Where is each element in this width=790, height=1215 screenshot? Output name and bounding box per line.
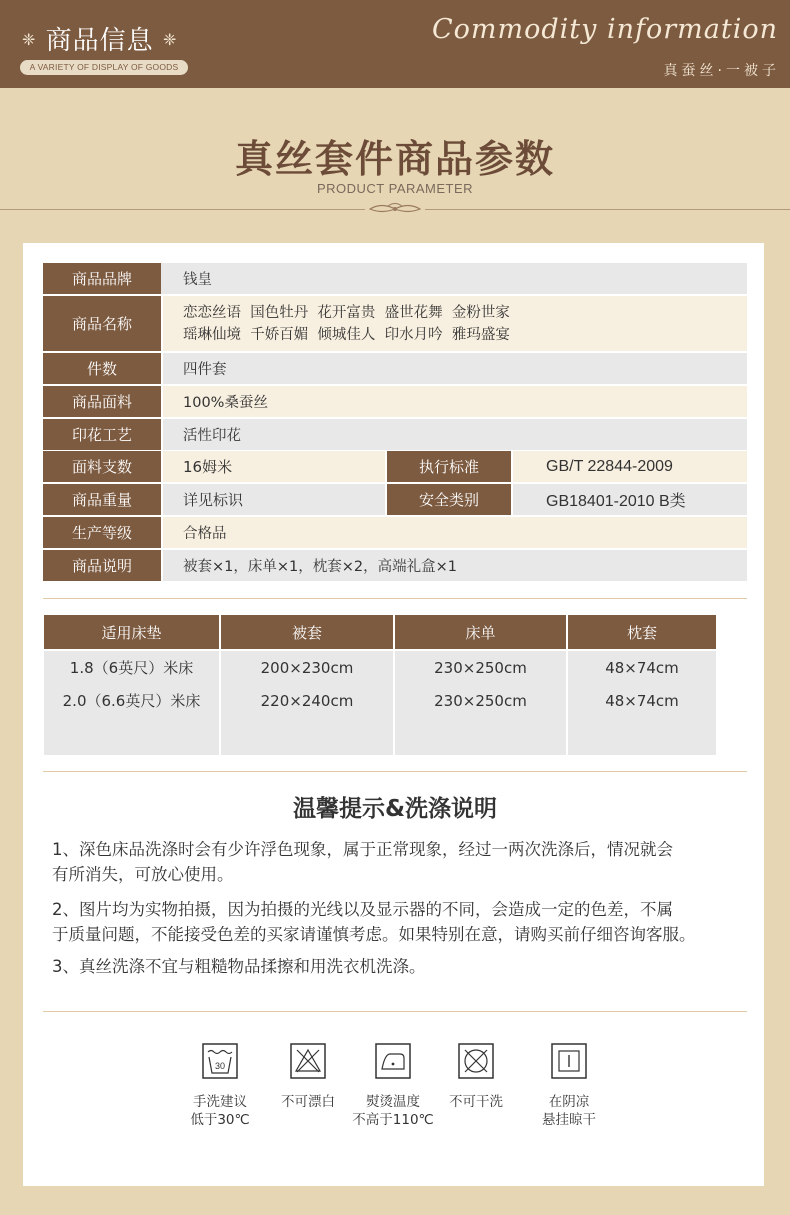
care-label: 在阴凉 悬挂晾干 <box>542 1094 596 1128</box>
size-table-cell: 220×240cm <box>221 684 393 717</box>
care-item <box>426 1043 526 1111</box>
divider <box>43 598 747 599</box>
size-table-header: 床单 <box>395 615 566 649</box>
no-dry-clean-icon <box>458 1043 494 1079</box>
param-value: 钱皇 <box>163 263 747 294</box>
care-label: 不可干洗 <box>449 1094 503 1110</box>
param-value: 活性印花 <box>163 419 747 450</box>
divider <box>43 771 747 772</box>
divider <box>43 1011 747 1012</box>
no-bleach-icon <box>290 1043 326 1079</box>
size-table-cell: 2.0（6.6英尺）米床 <box>44 684 219 717</box>
flourish-icon <box>368 202 422 216</box>
param-key: 生产等级 <box>43 517 161 548</box>
size-table-cell: 200×230cm <box>221 651 393 684</box>
size-table-cell: 230×250cm <box>395 684 566 717</box>
size-table-cell <box>568 717 716 755</box>
tips-title: 温馨提示&洗涤说明 <box>292 796 498 822</box>
tip-line: 有所消失，可放心使用。 <box>52 865 234 884</box>
param-row <box>43 296 747 351</box>
param-row <box>43 353 747 384</box>
param-key: 执行标准 <box>387 451 511 482</box>
param-row <box>43 386 747 417</box>
divider <box>0 209 365 210</box>
ornament-icon: ❈ <box>22 30 37 49</box>
param-value: GB18401-2010 B类 <box>513 484 747 515</box>
tip-line: 于质量问题，不能接受色差的买家请谨慎考虑。如果特别在意，请购买前仔细咨询客服。 <box>52 925 696 944</box>
param-value: 合格品 <box>163 517 747 548</box>
size-table-cell: 48×74cm <box>568 651 716 684</box>
param-value: 100%桑蚕丝 <box>163 386 747 417</box>
care-label: 手洗建议 低于30℃ <box>190 1094 250 1128</box>
section-title: 真丝套件商品参数 <box>234 136 555 181</box>
hand-wash-icon <box>202 1043 238 1079</box>
param-value: 16姆米 <box>163 451 385 482</box>
size-table-cell: 48×74cm <box>568 684 716 717</box>
tip-line: 3、真丝洗涤不宜与粗糙物品揉擦和用洗衣机洗涤。 <box>52 957 426 976</box>
size-table-cell: 230×250cm <box>395 651 566 684</box>
header-script-title: Commodity information <box>432 14 778 45</box>
param-value-line: 瑶琳仙境 千娇百媚 倾城佳人 印水月吟 雅玛盛宴 <box>183 326 510 343</box>
param-key: 印花工艺 <box>43 419 161 450</box>
param-key: 商品面料 <box>43 386 161 417</box>
param-row <box>43 451 747 482</box>
divider <box>425 209 790 210</box>
header-title <box>22 20 177 57</box>
size-table-header: 适用床垫 <box>44 615 219 649</box>
care-item <box>519 1043 619 1129</box>
param-key: 商品品牌 <box>43 263 161 294</box>
param-row <box>43 517 747 548</box>
param-row <box>43 263 747 294</box>
size-table-cell <box>221 717 393 755</box>
tip-paragraph <box>52 897 752 947</box>
param-key: 安全类别 <box>387 484 511 515</box>
care-label: 不可漂白 <box>281 1094 335 1110</box>
param-key: 商品名称 <box>43 296 161 351</box>
tip-line: 1、深色床品洗涤时会有少许浮色现象，属于正常现象，经过一两次洗涤后，情况就会 <box>52 840 673 859</box>
param-row <box>43 419 747 450</box>
ornament-icon: ❈ <box>162 30 178 49</box>
tip-line: 2、图片均为实物拍摄，因为拍摄的光线以及显示器的不同，会造成一定的色差，不属 <box>52 900 673 919</box>
tip-paragraph <box>52 954 752 979</box>
param-value <box>163 296 747 351</box>
header-title-text: 商品信息 <box>45 26 154 56</box>
section-subtitle: PRODUCT PARAMETER <box>316 181 474 196</box>
tip-paragraph <box>52 837 752 887</box>
param-row <box>43 550 747 581</box>
param-value: GB/T 22844-2009 <box>513 451 747 482</box>
size-table-header: 被套 <box>221 615 393 649</box>
care-label: 熨烫温度 不高于110℃ <box>352 1094 434 1128</box>
iron-icon <box>375 1043 411 1079</box>
param-value-line: 恋恋丝语 国色牡丹 花开富贵 盛世花舞 金粉世家 <box>183 304 510 321</box>
param-key: 商品重量 <box>43 484 161 515</box>
param-value: 四件套 <box>163 353 747 384</box>
size-table-cell <box>44 717 219 755</box>
tub-temp-text: 30 <box>214 1061 226 1071</box>
size-table-cell: 1.8（6英尺）米床 <box>44 651 219 684</box>
param-key: 面料支数 <box>43 451 161 482</box>
param-key: 件数 <box>43 353 161 384</box>
size-table-header: 枕套 <box>568 615 716 649</box>
header-subtitle: 真蚕丝·一被子 <box>663 63 780 79</box>
header-bar <box>0 0 790 88</box>
care-item <box>170 1043 270 1129</box>
size-table-cell <box>395 717 566 755</box>
shade-dry-icon <box>551 1043 587 1079</box>
param-key: 商品说明 <box>43 550 161 581</box>
param-value: 详见标识 <box>163 484 385 515</box>
param-row <box>43 484 747 515</box>
param-value: 被套×1，床单×1，枕套×2，高端礼盒×1 <box>163 550 747 581</box>
header-pill: A VARIETY OF DISPLAY OF GOODS <box>20 60 188 75</box>
